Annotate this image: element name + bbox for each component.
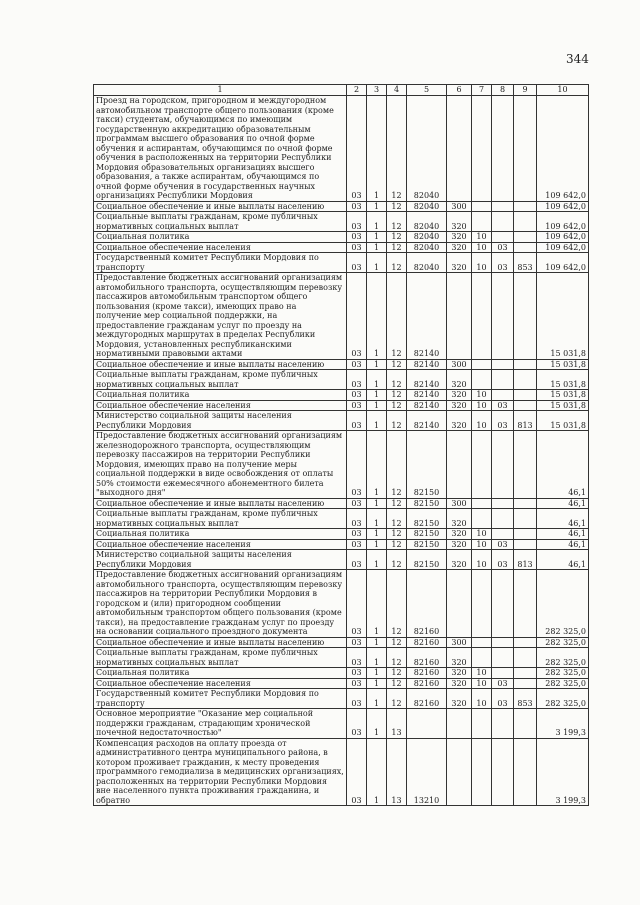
row-code-cell: 320 — [447, 678, 472, 689]
row-code-cell: 82150 — [407, 431, 447, 499]
row-code-cell: 03 — [347, 678, 367, 689]
row-amount-cell: 46,1 — [537, 498, 589, 509]
row-code-cell — [472, 738, 492, 806]
row-code-cell: 1 — [367, 689, 387, 709]
row-code-cell: 03 — [347, 498, 367, 509]
column-header: 3 — [367, 85, 387, 96]
row-code-cell — [514, 273, 537, 360]
row-code-cell: 813 — [514, 550, 537, 570]
row-code-cell: 12 — [387, 668, 407, 679]
row-code-cell: 1 — [367, 637, 387, 648]
row-code-cell — [514, 498, 537, 509]
row-code-cell — [514, 370, 537, 390]
row-code-cell: 03 — [347, 253, 367, 273]
row-code-cell: 1 — [367, 570, 387, 638]
row-amount-cell: 109 642,0 — [537, 212, 589, 232]
table-row — [94, 509, 589, 529]
row-code-cell: 03 — [347, 232, 367, 243]
row-code-cell: 82140 — [407, 390, 447, 401]
row-name-cell: Социальная политика — [94, 529, 347, 540]
row-amount-cell: 282 325,0 — [537, 648, 589, 668]
row-code-cell: 1 — [367, 411, 387, 431]
row-code-cell: 03 — [347, 400, 367, 411]
row-name-cell: Социальные выплаты гражданам, кроме публичных нормативных социальных выплат — [94, 212, 347, 232]
row-code-cell — [514, 212, 537, 232]
row-code-cell: 1 — [367, 550, 387, 570]
row-code-cell: 12 — [387, 529, 407, 540]
row-code-cell: 320 — [447, 689, 472, 709]
table-header-row — [94, 85, 589, 96]
table-row — [94, 709, 589, 739]
row-code-cell — [492, 201, 514, 212]
column-header: 9 — [514, 85, 537, 96]
row-code-cell: 1 — [367, 400, 387, 411]
column-header: 4 — [387, 85, 407, 96]
row-code-cell: 82150 — [407, 550, 447, 570]
row-code-cell: 320 — [447, 232, 472, 243]
row-code-cell — [407, 709, 447, 739]
row-amount-cell: 3 199,3 — [537, 709, 589, 739]
row-code-cell — [514, 201, 537, 212]
table-row — [94, 400, 589, 411]
table-row — [94, 201, 589, 212]
row-code-cell: 12 — [387, 273, 407, 360]
row-code-cell: 300 — [447, 637, 472, 648]
row-code-cell: 10 — [472, 689, 492, 709]
row-code-cell — [447, 273, 472, 360]
row-code-cell: 1 — [367, 678, 387, 689]
row-code-cell — [492, 390, 514, 401]
row-code-cell — [492, 648, 514, 668]
row-name-cell: Социальные выплаты гражданам, кроме публичных нормативных социальных выплат — [94, 648, 347, 668]
row-amount-cell: 15 031,8 — [537, 359, 589, 370]
row-name-cell: Министерство социальной защиты населения Республики Мордовия — [94, 550, 347, 570]
row-code-cell — [514, 96, 537, 202]
row-name-cell: Социальное обеспечение населения — [94, 400, 347, 411]
row-code-cell — [447, 570, 472, 638]
table-row — [94, 370, 589, 390]
row-name-cell: Социальная политика — [94, 232, 347, 243]
row-code-cell — [492, 668, 514, 679]
row-code-cell: 1 — [367, 529, 387, 540]
row-code-cell: 12 — [387, 411, 407, 431]
row-code-cell — [472, 509, 492, 529]
row-name-cell: Социальное обеспечение населения — [94, 539, 347, 550]
table-row — [94, 242, 589, 253]
row-code-cell: 12 — [387, 212, 407, 232]
row-name-cell: Социальное обеспечение и иные выплаты населению — [94, 359, 347, 370]
row-code-cell: 12 — [387, 637, 407, 648]
row-code-cell: 320 — [447, 242, 472, 253]
row-code-cell — [472, 359, 492, 370]
row-code-cell: 03 — [347, 359, 367, 370]
row-code-cell — [514, 738, 537, 806]
row-code-cell: 82150 — [407, 539, 447, 550]
row-code-cell: 13210 — [407, 738, 447, 806]
row-amount-cell: 15 031,8 — [537, 390, 589, 401]
row-code-cell: 320 — [447, 400, 472, 411]
row-code-cell — [472, 96, 492, 202]
table-row — [94, 390, 589, 401]
row-code-cell: 03 — [347, 273, 367, 360]
row-code-cell: 1 — [367, 212, 387, 232]
row-code-cell — [447, 431, 472, 499]
row-name-cell: Предоставление бюджетных ассигнований организациям автомобильного транспорта, осуществляющим перевозку пассажиров на территории Республики Мордовия в городском и (или) пригородном сообщении автомобильным транспортом общего пользования (кроме такси), на предоставление гражданам услуг по проезду на основании социального проездного документа — [94, 570, 347, 638]
row-name-cell: Государственный комитет Республики Мордовия по транспорту — [94, 253, 347, 273]
row-code-cell — [514, 232, 537, 243]
row-code-cell: 1 — [367, 232, 387, 243]
row-code-cell: 320 — [447, 550, 472, 570]
row-code-cell: 10 — [472, 253, 492, 273]
table-row — [94, 738, 589, 806]
row-code-cell: 300 — [447, 498, 472, 509]
row-code-cell: 82040 — [407, 232, 447, 243]
row-name-cell: Социальное обеспечение и иные выплаты населению — [94, 498, 347, 509]
row-code-cell — [514, 359, 537, 370]
row-code-cell — [514, 709, 537, 739]
row-code-cell: 82040 — [407, 201, 447, 212]
row-code-cell — [472, 498, 492, 509]
row-code-cell — [472, 201, 492, 212]
row-code-cell: 03 — [492, 689, 514, 709]
budget-table — [93, 84, 589, 806]
row-code-cell — [492, 370, 514, 390]
row-name-cell: Компенсация расходов на оплату проезда от административного центра муниципального района, в котором проживает гражданин, к месту проведения программного гемодиализа в медицинских организациях, расположенных на территории Республики Мордовия вне населенного пункта проживания гражданина, и обратно — [94, 738, 347, 806]
row-code-cell: 300 — [447, 201, 472, 212]
row-code-cell — [492, 498, 514, 509]
page-number: 344 — [566, 52, 589, 66]
row-code-cell: 13 — [387, 709, 407, 739]
row-code-cell: 10 — [472, 411, 492, 431]
row-code-cell: 03 — [347, 201, 367, 212]
row-code-cell — [514, 400, 537, 411]
row-amount-cell: 15 031,8 — [537, 273, 589, 360]
row-code-cell — [492, 359, 514, 370]
row-code-cell: 12 — [387, 539, 407, 550]
row-code-cell: 82040 — [407, 253, 447, 273]
row-code-cell: 10 — [472, 529, 492, 540]
row-code-cell: 03 — [347, 550, 367, 570]
row-code-cell: 13 — [387, 738, 407, 806]
row-code-cell: 03 — [347, 212, 367, 232]
row-code-cell — [514, 431, 537, 499]
table-row — [94, 96, 589, 202]
row-amount-cell: 46,1 — [537, 529, 589, 540]
row-amount-cell: 15 031,8 — [537, 411, 589, 431]
row-code-cell: 320 — [447, 529, 472, 540]
column-header: 8 — [492, 85, 514, 96]
row-code-cell: 82160 — [407, 668, 447, 679]
table-row — [94, 539, 589, 550]
row-code-cell: 1 — [367, 709, 387, 739]
row-code-cell: 1 — [367, 668, 387, 679]
row-code-cell: 82160 — [407, 637, 447, 648]
row-code-cell: 12 — [387, 498, 407, 509]
row-code-cell: 853 — [514, 689, 537, 709]
row-name-cell: Социальное обеспечение и иные выплаты населению — [94, 201, 347, 212]
row-code-cell: 1 — [367, 253, 387, 273]
row-code-cell: 12 — [387, 400, 407, 411]
row-code-cell: 03 — [347, 509, 367, 529]
row-code-cell: 03 — [347, 242, 367, 253]
row-code-cell: 12 — [387, 96, 407, 202]
table-row — [94, 648, 589, 668]
row-amount-cell: 109 642,0 — [537, 253, 589, 273]
row-amount-cell: 15 031,8 — [537, 400, 589, 411]
table-row — [94, 253, 589, 273]
row-code-cell: 1 — [367, 539, 387, 550]
table-row — [94, 570, 589, 638]
row-code-cell: 03 — [492, 411, 514, 431]
row-code-cell — [514, 678, 537, 689]
row-amount-cell: 15 031,8 — [537, 370, 589, 390]
row-code-cell: 320 — [447, 253, 472, 273]
row-code-cell: 03 — [492, 678, 514, 689]
row-code-cell: 320 — [447, 390, 472, 401]
row-code-cell: 03 — [492, 550, 514, 570]
row-name-cell: Социальная политика — [94, 390, 347, 401]
table-row — [94, 498, 589, 509]
row-code-cell: 03 — [347, 529, 367, 540]
row-code-cell: 12 — [387, 689, 407, 709]
row-code-cell: 1 — [367, 359, 387, 370]
row-code-cell — [472, 709, 492, 739]
row-code-cell: 320 — [447, 370, 472, 390]
row-amount-cell: 46,1 — [537, 550, 589, 570]
row-name-cell: Социальное обеспечение населения — [94, 678, 347, 689]
row-code-cell: 10 — [472, 539, 492, 550]
row-amount-cell: 3 199,3 — [537, 738, 589, 806]
row-code-cell: 12 — [387, 648, 407, 668]
table-row — [94, 411, 589, 431]
row-name-cell: Социальное обеспечение и иные выплаты населению — [94, 637, 347, 648]
row-code-cell: 10 — [472, 390, 492, 401]
row-code-cell: 320 — [447, 648, 472, 668]
row-code-cell: 03 — [347, 668, 367, 679]
row-code-cell: 12 — [387, 359, 407, 370]
row-code-cell: 03 — [347, 637, 367, 648]
column-header: 1 — [94, 85, 347, 96]
row-amount-cell: 282 325,0 — [537, 637, 589, 648]
row-code-cell: 82150 — [407, 509, 447, 529]
row-code-cell: 12 — [387, 431, 407, 499]
row-code-cell: 03 — [492, 400, 514, 411]
row-name-cell: Министерство социальной защиты населения Республики Мордовия — [94, 411, 347, 431]
row-amount-cell: 46,1 — [537, 509, 589, 529]
row-code-cell: 03 — [347, 570, 367, 638]
table-row — [94, 689, 589, 709]
row-code-cell — [514, 668, 537, 679]
row-code-cell: 320 — [447, 509, 472, 529]
row-code-cell: 82160 — [407, 648, 447, 668]
row-code-cell: 03 — [492, 242, 514, 253]
row-code-cell — [492, 738, 514, 806]
row-code-cell — [472, 648, 492, 668]
row-code-cell: 82040 — [407, 96, 447, 202]
row-code-cell: 82160 — [407, 570, 447, 638]
row-code-cell: 1 — [367, 96, 387, 202]
row-name-cell: Проезд на городском, пригородном и междугородном автомобильном транспорте общего пользования (кроме такси) студентам, обучающимся по имеющим государственную аккредитацию образовательным программам высшего образования по очной форме обучения и аспирантам, обучающимся по очной форме обучения в расположенных на территории Республики Мордовия образовательных организациях высшего образования, а также аспирантам, обучающимся по очной форме обучения в государственных научных организациях Республики Мордовия — [94, 96, 347, 202]
row-code-cell — [514, 539, 537, 550]
row-name-cell: Социальные выплаты гражданам, кроме публичных нормативных социальных выплат — [94, 370, 347, 390]
row-code-cell: 12 — [387, 253, 407, 273]
row-code-cell — [492, 709, 514, 739]
row-code-cell — [472, 570, 492, 638]
row-name-cell: Социальные выплаты гражданам, кроме публичных нормативных социальных выплат — [94, 509, 347, 529]
row-code-cell: 12 — [387, 232, 407, 243]
row-code-cell: 12 — [387, 550, 407, 570]
row-name-cell: Социальная политика — [94, 668, 347, 679]
row-code-cell: 1 — [367, 648, 387, 668]
row-code-cell: 03 — [347, 390, 367, 401]
row-code-cell: 10 — [472, 400, 492, 411]
row-code-cell: 82150 — [407, 529, 447, 540]
row-code-cell: 03 — [347, 709, 367, 739]
row-amount-cell: 282 325,0 — [537, 678, 589, 689]
row-code-cell: 03 — [347, 411, 367, 431]
row-name-cell: Предоставление бюджетных ассигнований организациям железнодорожного транспорта, осуществляющим перевозку пассажиров на территории Республики Мордовия, имеющих право на получение меры социальной поддержки в виде освобождения от оплаты 50% стоимости ежемесячного абонементного билета "выходного дня" — [94, 431, 347, 499]
row-code-cell: 320 — [447, 411, 472, 431]
row-amount-cell: 282 325,0 — [537, 570, 589, 638]
row-code-cell: 82160 — [407, 678, 447, 689]
row-code-cell — [447, 96, 472, 202]
table-row — [94, 232, 589, 243]
row-code-cell — [492, 212, 514, 232]
column-header: 7 — [472, 85, 492, 96]
row-code-cell: 03 — [347, 648, 367, 668]
column-header: 2 — [347, 85, 367, 96]
row-code-cell — [472, 431, 492, 499]
row-code-cell — [492, 431, 514, 499]
row-code-cell: 1 — [367, 509, 387, 529]
row-code-cell: 82160 — [407, 689, 447, 709]
row-code-cell: 10 — [472, 550, 492, 570]
row-amount-cell: 46,1 — [537, 539, 589, 550]
row-code-cell: 03 — [347, 689, 367, 709]
row-code-cell — [514, 390, 537, 401]
row-code-cell — [492, 232, 514, 243]
table-row — [94, 273, 589, 360]
row-code-cell: 82040 — [407, 242, 447, 253]
row-code-cell — [492, 509, 514, 529]
row-code-cell: 853 — [514, 253, 537, 273]
row-code-cell: 1 — [367, 431, 387, 499]
row-code-cell: 03 — [347, 431, 367, 499]
row-code-cell: 10 — [472, 678, 492, 689]
row-code-cell: 1 — [367, 242, 387, 253]
row-code-cell: 03 — [347, 539, 367, 550]
row-code-cell: 12 — [387, 509, 407, 529]
column-header: 5 — [407, 85, 447, 96]
row-code-cell: 82140 — [407, 411, 447, 431]
row-name-cell: Государственный комитет Республики Мордовия по транспорту — [94, 689, 347, 709]
row-code-cell: 10 — [472, 232, 492, 243]
row-code-cell — [514, 637, 537, 648]
row-code-cell — [492, 273, 514, 360]
row-code-cell: 12 — [387, 242, 407, 253]
row-amount-cell: 282 325,0 — [537, 668, 589, 679]
row-amount-cell: 109 642,0 — [537, 96, 589, 202]
row-code-cell — [447, 709, 472, 739]
row-code-cell: 1 — [367, 201, 387, 212]
table-row — [94, 359, 589, 370]
row-code-cell — [447, 738, 472, 806]
row-code-cell: 320 — [447, 539, 472, 550]
row-code-cell: 82140 — [407, 400, 447, 411]
row-code-cell — [514, 509, 537, 529]
row-code-cell — [492, 529, 514, 540]
row-amount-cell: 109 642,0 — [537, 242, 589, 253]
table-row — [94, 550, 589, 570]
row-code-cell: 1 — [367, 390, 387, 401]
row-code-cell — [514, 242, 537, 253]
row-code-cell: 10 — [472, 668, 492, 679]
row-code-cell — [492, 96, 514, 202]
row-code-cell — [514, 529, 537, 540]
column-header: 6 — [447, 85, 472, 96]
row-name-cell: Основное мероприятие "Оказание мер социальной поддержки гражданам, страдающим хронической почечной недостаточностью" — [94, 709, 347, 739]
row-name-cell: Социальное обеспечение населения — [94, 242, 347, 253]
row-amount-cell: 282 325,0 — [537, 689, 589, 709]
row-code-cell: 1 — [367, 498, 387, 509]
row-code-cell — [472, 273, 492, 360]
table-row — [94, 678, 589, 689]
row-code-cell — [472, 370, 492, 390]
row-code-cell: 320 — [447, 212, 472, 232]
row-amount-cell: 46,1 — [537, 431, 589, 499]
column-header: 10 — [537, 85, 589, 96]
table-row — [94, 529, 589, 540]
row-code-cell: 03 — [347, 370, 367, 390]
row-code-cell: 12 — [387, 570, 407, 638]
row-code-cell: 82140 — [407, 370, 447, 390]
row-code-cell — [472, 212, 492, 232]
row-code-cell: 03 — [492, 539, 514, 550]
row-amount-cell: 109 642,0 — [537, 201, 589, 212]
row-code-cell: 12 — [387, 201, 407, 212]
table-row — [94, 431, 589, 499]
row-code-cell — [514, 570, 537, 638]
row-code-cell — [472, 637, 492, 648]
row-name-cell: Предоставление бюджетных ассигнований организациям автомобильного транспорта, осуществляющим перевозку пассажиров автомобильным транспортом общего пользования (кроме такси), имеющих право на получение мер социальной поддержки, на предоставление гражданам услуг по проезду на междугородных маршрутах в пределах Республики Мордовия, установленных республиканскими нормативными правовыми актами — [94, 273, 347, 360]
table-row — [94, 668, 589, 679]
row-code-cell: 03 — [492, 253, 514, 273]
row-code-cell — [492, 570, 514, 638]
row-code-cell: 03 — [347, 738, 367, 806]
row-code-cell: 82040 — [407, 212, 447, 232]
row-code-cell: 300 — [447, 359, 472, 370]
row-code-cell: 12 — [387, 678, 407, 689]
row-code-cell: 03 — [347, 96, 367, 202]
table-row — [94, 637, 589, 648]
row-code-cell: 1 — [367, 370, 387, 390]
row-code-cell — [514, 648, 537, 668]
row-code-cell: 1 — [367, 273, 387, 360]
row-code-cell: 1 — [367, 738, 387, 806]
table-row — [94, 212, 589, 232]
row-amount-cell: 109 642,0 — [537, 232, 589, 243]
row-code-cell: 82150 — [407, 498, 447, 509]
row-code-cell: 320 — [447, 668, 472, 679]
row-code-cell: 82140 — [407, 273, 447, 360]
row-code-cell: 10 — [472, 242, 492, 253]
row-code-cell: 12 — [387, 370, 407, 390]
row-code-cell: 12 — [387, 390, 407, 401]
row-code-cell: 82140 — [407, 359, 447, 370]
row-code-cell — [492, 637, 514, 648]
row-code-cell: 813 — [514, 411, 537, 431]
